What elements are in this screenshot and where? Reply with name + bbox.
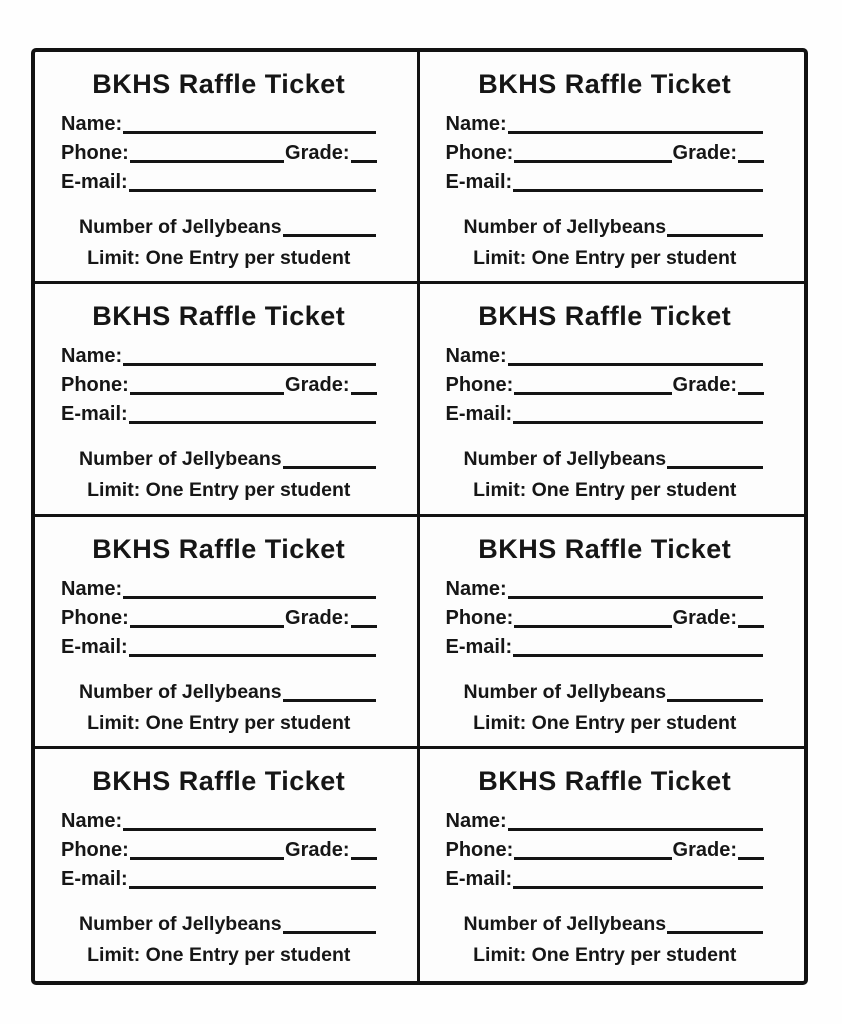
name-row xyxy=(61,574,377,603)
name-row xyxy=(446,806,765,835)
jellybeans-row xyxy=(446,911,765,937)
limit-note: Limit: One Entry per student xyxy=(87,711,351,734)
grade-blank-line xyxy=(738,391,764,395)
jellybeans-label: Number of Jellybeans xyxy=(79,216,282,239)
phone-blank-line xyxy=(130,391,284,395)
email-label: E-mail: xyxy=(61,867,128,890)
name-blank-line xyxy=(508,595,763,599)
email-row xyxy=(61,167,377,196)
email-blank-line xyxy=(129,420,376,424)
name-blank-line xyxy=(508,827,763,831)
email-row xyxy=(61,864,377,893)
email-blank-line xyxy=(513,420,763,424)
phone-blank-line xyxy=(514,159,671,163)
name-row xyxy=(61,109,377,138)
phone-grade-row xyxy=(446,603,765,632)
limit-note: Limit: One Entry per student xyxy=(87,479,351,502)
email-label: E-mail: xyxy=(445,171,513,194)
phone-grade-row xyxy=(446,835,765,864)
jellybeans-blank-line xyxy=(667,698,763,702)
raffle-ticket xyxy=(420,517,805,749)
grade-label: Grade: xyxy=(285,374,350,397)
ticket-title: BKHS Raffle Ticket xyxy=(478,301,732,332)
ticket-title: BKHS Raffle Ticket xyxy=(478,69,732,99)
name-label: Name: xyxy=(445,345,507,368)
jellybeans-label: Number of Jellybeans xyxy=(463,912,667,935)
email-blank-line xyxy=(129,188,376,192)
jellybeans-row xyxy=(61,679,377,705)
email-label: E-mail: xyxy=(445,867,513,890)
name-label: Name: xyxy=(61,809,123,832)
name-blank-line xyxy=(123,362,375,366)
raffle-ticket xyxy=(420,284,805,516)
name-label: Name: xyxy=(445,809,507,832)
raffle-ticket xyxy=(420,749,805,981)
phone-label: Phone: xyxy=(445,374,514,397)
email-row xyxy=(446,632,765,661)
jellybeans-blank-line xyxy=(283,465,376,469)
email-blank-line xyxy=(513,653,763,657)
phone-label: Phone: xyxy=(61,142,129,165)
jellybeans-row xyxy=(61,446,377,472)
grade-label: Grade: xyxy=(672,142,737,165)
phone-blank-line xyxy=(130,856,284,860)
name-label: Name: xyxy=(61,113,123,136)
email-blank-line xyxy=(513,885,763,889)
limit-note: Limit: One Entry per student xyxy=(87,247,351,270)
name-blank-line xyxy=(508,362,763,366)
jellybeans-label: Number of Jellybeans xyxy=(463,680,667,703)
limit-note: Limit: One Entry per student xyxy=(87,943,351,966)
email-label: E-mail: xyxy=(61,403,128,426)
grade-label: Grade: xyxy=(672,838,737,861)
name-blank-line xyxy=(123,130,375,134)
phone-grade-row xyxy=(446,138,765,167)
grade-label: Grade: xyxy=(672,606,737,629)
phone-blank-line xyxy=(514,391,671,395)
grade-blank-line xyxy=(351,624,377,628)
jellybeans-label: Number of Jellybeans xyxy=(79,912,282,935)
phone-label: Phone: xyxy=(61,606,129,629)
raffle-ticket xyxy=(35,749,420,981)
phone-grade-row xyxy=(61,138,377,167)
email-row xyxy=(446,399,765,428)
limit-note: Limit: One Entry per student xyxy=(473,943,737,966)
email-row xyxy=(61,399,377,428)
jellybeans-row xyxy=(446,214,765,240)
limit-note: Limit: One Entry per student xyxy=(473,479,737,502)
jellybeans-row xyxy=(446,446,765,472)
jellybeans-blank-line xyxy=(283,698,376,702)
name-row xyxy=(446,341,765,370)
email-label: E-mail: xyxy=(445,635,513,658)
ticket-title: BKHS Raffle Ticket xyxy=(92,533,346,564)
grade-blank-line xyxy=(351,159,377,163)
phone-blank-line xyxy=(514,624,671,628)
raffle-ticket xyxy=(35,284,420,516)
limit-note: Limit: One Entry per student xyxy=(473,247,737,270)
jellybeans-label: Number of Jellybeans xyxy=(463,448,667,471)
phone-grade-row xyxy=(61,835,377,864)
name-row xyxy=(446,109,765,138)
raffle-ticket xyxy=(35,517,420,749)
email-blank-line xyxy=(513,188,763,192)
jellybeans-label: Number of Jellybeans xyxy=(79,680,282,703)
limit-note: Limit: One Entry per student xyxy=(473,711,737,734)
grade-blank-line xyxy=(351,856,377,860)
jellybeans-blank-line xyxy=(667,465,763,469)
ticket-title: BKHS Raffle Ticket xyxy=(478,533,732,564)
name-blank-line xyxy=(123,595,375,599)
phone-grade-row xyxy=(61,603,377,632)
grade-blank-line xyxy=(738,624,764,628)
phone-label: Phone: xyxy=(445,142,514,165)
phone-blank-line xyxy=(130,159,284,163)
jellybeans-blank-line xyxy=(283,930,376,934)
phone-label: Phone: xyxy=(445,606,514,629)
name-blank-line xyxy=(123,827,375,831)
email-row xyxy=(446,864,765,893)
grade-blank-line xyxy=(351,391,377,395)
email-row xyxy=(446,167,765,196)
ticket-title: BKHS Raffle Ticket xyxy=(92,69,346,99)
raffle-ticket xyxy=(420,52,805,284)
name-blank-line xyxy=(508,130,763,134)
grade-label: Grade: xyxy=(285,142,350,165)
phone-blank-line xyxy=(514,856,671,860)
name-label: Name: xyxy=(61,577,123,600)
jellybeans-label: Number of Jellybeans xyxy=(79,448,282,471)
jellybeans-row xyxy=(446,679,765,705)
phone-blank-line xyxy=(130,624,284,628)
email-label: E-mail: xyxy=(445,403,513,426)
email-label: E-mail: xyxy=(61,635,128,658)
phone-label: Phone: xyxy=(445,838,514,861)
jellybeans-blank-line xyxy=(283,233,376,237)
name-row xyxy=(446,574,765,603)
phone-label: Phone: xyxy=(61,374,129,397)
jellybeans-label: Number of Jellybeans xyxy=(463,216,667,239)
grade-label: Grade: xyxy=(285,838,350,861)
grade-blank-line xyxy=(738,856,764,860)
name-row xyxy=(61,341,377,370)
grade-blank-line xyxy=(738,159,764,163)
raffle-ticket xyxy=(35,52,420,284)
email-blank-line xyxy=(129,653,376,657)
email-label: E-mail: xyxy=(61,171,128,194)
ticket-title: BKHS Raffle Ticket xyxy=(92,301,346,332)
name-row xyxy=(61,806,377,835)
name-label: Name: xyxy=(61,345,123,368)
ticket-grid xyxy=(31,48,808,985)
name-label: Name: xyxy=(445,577,507,600)
jellybeans-blank-line xyxy=(667,930,763,934)
grade-label: Grade: xyxy=(672,374,737,397)
name-label: Name: xyxy=(445,113,507,136)
email-blank-line xyxy=(129,885,376,889)
jellybeans-row xyxy=(61,214,377,240)
jellybeans-blank-line xyxy=(667,233,763,237)
email-row xyxy=(61,632,377,661)
phone-grade-row xyxy=(446,370,765,399)
ticket-title: BKHS Raffle Ticket xyxy=(478,765,732,796)
phone-label: Phone: xyxy=(61,838,129,861)
phone-grade-row xyxy=(61,370,377,399)
grade-label: Grade: xyxy=(285,606,350,629)
jellybeans-row xyxy=(61,911,377,937)
ticket-title: BKHS Raffle Ticket xyxy=(92,765,346,796)
